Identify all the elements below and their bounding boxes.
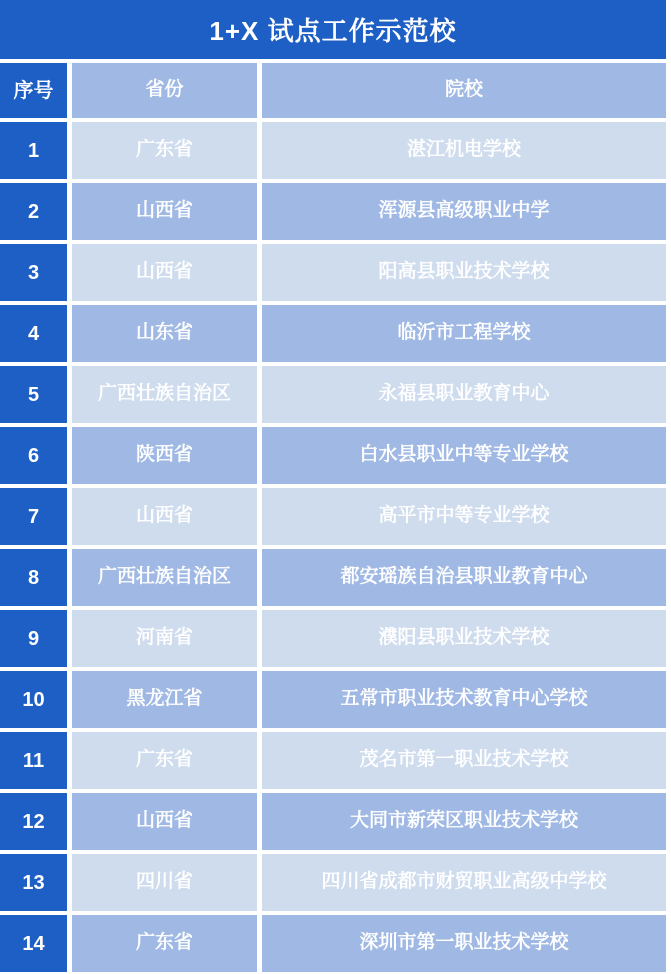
table-row <box>0 305 666 362</box>
row-index-cell: 6 <box>0 427 67 484</box>
row-school-cell: 阳高县职业技术学校 <box>262 244 666 301</box>
table-header-row <box>0 63 666 118</box>
row-index-cell: 4 <box>0 305 67 362</box>
row-index-cell: 3 <box>0 244 67 301</box>
row-province-cell: 广西壮族自治区 <box>72 366 257 423</box>
row-index-cell: 9 <box>0 610 67 667</box>
demo-schools-table <box>0 63 666 972</box>
table-row <box>0 671 666 728</box>
row-province-cell: 四川省 <box>72 854 257 911</box>
row-province-cell: 陕西省 <box>72 427 257 484</box>
row-school-cell: 深圳市第一职业技术学校 <box>262 915 666 972</box>
row-province-cell: 河南省 <box>72 610 257 667</box>
row-province-cell: 山西省 <box>72 183 257 240</box>
row-province-cell: 广东省 <box>72 732 257 789</box>
row-index-cell: 11 <box>0 732 67 789</box>
table-row <box>0 488 666 545</box>
table-row <box>0 244 666 301</box>
col-header-province: 省份 <box>72 63 257 118</box>
row-index-cell: 14 <box>0 915 67 972</box>
table-row <box>0 183 666 240</box>
row-school-cell: 大同市新荣区职业技术学校 <box>262 793 666 850</box>
table-row <box>0 427 666 484</box>
table-row <box>0 732 666 789</box>
row-school-cell: 白水县职业中等专业学校 <box>262 427 666 484</box>
table-row <box>0 915 666 972</box>
row-index-cell: 8 <box>0 549 67 606</box>
table-row <box>0 366 666 423</box>
row-school-cell: 浑源县高级职业中学 <box>262 183 666 240</box>
col-header-school: 院校 <box>262 63 666 118</box>
row-school-cell: 临沂市工程学校 <box>262 305 666 362</box>
row-province-cell: 广西壮族自治区 <box>72 549 257 606</box>
row-school-cell: 湛江机电学校 <box>262 122 666 179</box>
row-province-cell: 广东省 <box>72 122 257 179</box>
table-row <box>0 122 666 179</box>
row-index-cell: 12 <box>0 793 67 850</box>
row-province-cell: 山西省 <box>72 793 257 850</box>
row-index-cell: 13 <box>0 854 67 911</box>
table-row <box>0 793 666 850</box>
row-index-cell: 1 <box>0 122 67 179</box>
row-school-cell: 都安瑶族自治县职业教育中心 <box>262 549 666 606</box>
row-province-cell: 广东省 <box>72 915 257 972</box>
row-school-cell: 永福县职业教育中心 <box>262 366 666 423</box>
row-school-cell: 濮阳县职业技术学校 <box>262 610 666 667</box>
table-row <box>0 854 666 911</box>
row-province-cell: 山东省 <box>72 305 257 362</box>
table-title: 1+X 试点工作示范校 <box>0 0 666 59</box>
table-row <box>0 549 666 606</box>
col-header-index: 序号 <box>0 63 67 118</box>
table-row <box>0 610 666 667</box>
row-index-cell: 5 <box>0 366 67 423</box>
row-school-cell: 四川省成都市财贸职业高级中学校 <box>262 854 666 911</box>
row-province-cell: 黑龙江省 <box>72 671 257 728</box>
row-school-cell: 茂名市第一职业技术学校 <box>262 732 666 789</box>
row-index-cell: 10 <box>0 671 67 728</box>
row-province-cell: 山西省 <box>72 244 257 301</box>
row-province-cell: 山西省 <box>72 488 257 545</box>
row-school-cell: 高平市中等专业学校 <box>262 488 666 545</box>
row-index-cell: 2 <box>0 183 67 240</box>
table-body <box>0 122 666 972</box>
row-index-cell: 7 <box>0 488 67 545</box>
row-school-cell: 五常市职业技术教育中心学校 <box>262 671 666 728</box>
